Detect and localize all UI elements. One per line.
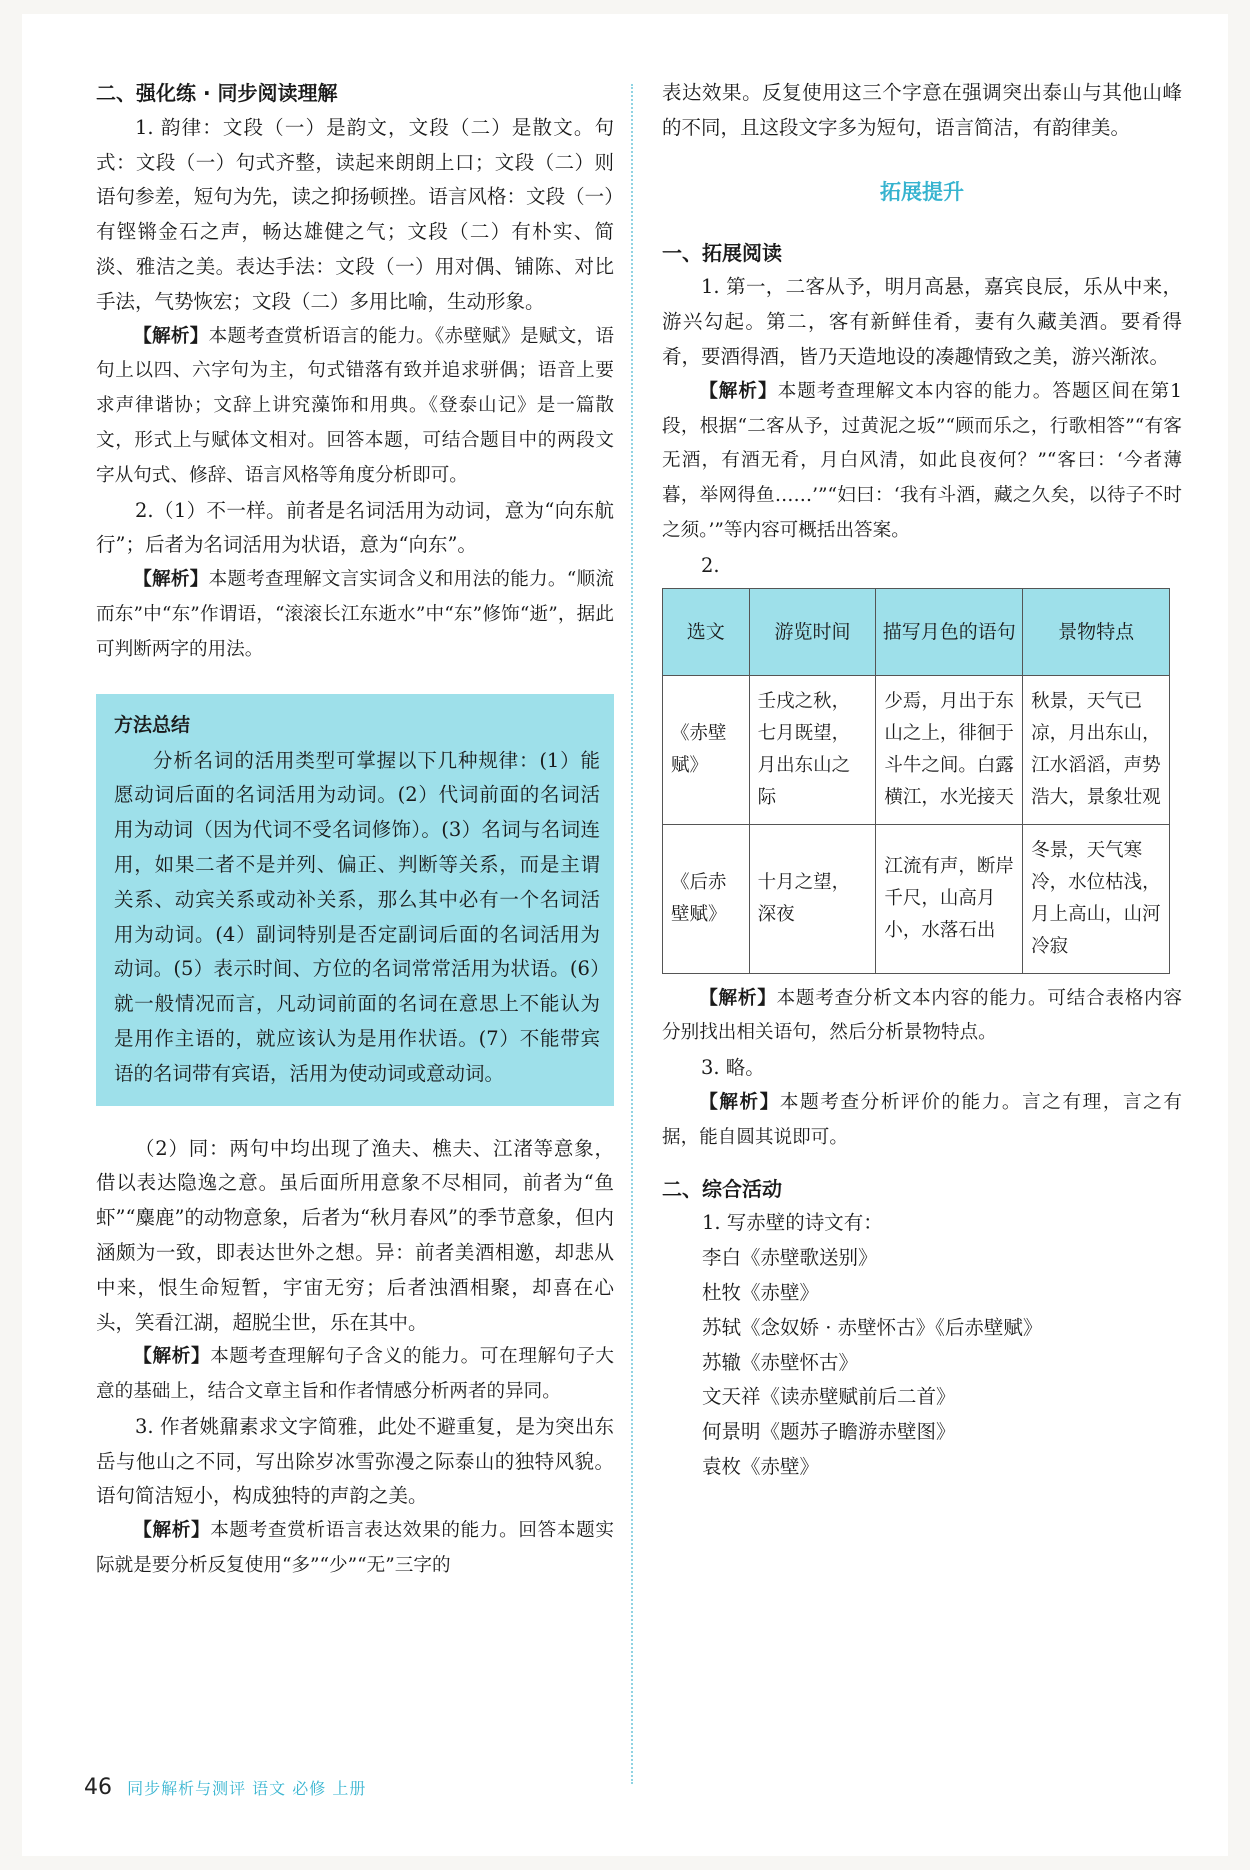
answer-ext-q2: 2. bbox=[701, 553, 720, 577]
table-header: 选文 bbox=[663, 588, 750, 675]
table-header: 景物特点 bbox=[1023, 588, 1170, 675]
analysis-text: 本题考查分析评价的能力。言之有理，言之有据，能自圆其说即可。 bbox=[662, 1091, 1182, 1148]
answer-q3: 3. 作者姚鼐素求文字简雅，此处不避重复，是为突出东岳与他山之不同，写出除岁冰雪弥漫之际泰山的独特风貌。语句简洁短小，构成独特的声韵之美。 bbox=[96, 1414, 614, 1508]
analysis-label: 【解析】 bbox=[133, 325, 209, 347]
answer-ext-q1: 1. 第一，二客从予，明月高悬，嘉宾良辰，乐从中来，游兴勾起。第二，客有新鲜佳肴，妻有久藏美酒。要肴得肴，要酒得酒，皆乃天造地设的凑趣情致之美，游兴渐浓。 bbox=[662, 275, 1182, 368]
method-summary-box bbox=[96, 694, 614, 1106]
table-cell: 壬戌之秋，七月既望，月出东山之际 bbox=[749, 675, 876, 824]
table-cell: 十月之望，深夜 bbox=[749, 824, 876, 973]
right-column bbox=[662, 76, 1182, 1485]
heading-comprehensive-activity: 二、综合活动 bbox=[662, 1176, 782, 1201]
list-item: 杜牧《赤壁》 bbox=[702, 1280, 820, 1304]
analysis-label: 【解析】 bbox=[699, 380, 778, 402]
analysis-q3 bbox=[96, 1514, 614, 1584]
analysis-text: 本题考查理解文言实词含义和用法的能力。“顺流而东”中“东”作谓语，“滚滚长江东逝水”中“东”修饰“逝”，据此可判断两字的用法。 bbox=[96, 569, 614, 660]
list-item: 文天祥《读赤壁赋前后二首》 bbox=[702, 1385, 956, 1409]
page-footer bbox=[84, 1775, 366, 1800]
analysis-text: 本题考查赏析语言表达效果的能力。回答本题实际就是要分析反复使用“多”“少”“无”三字的 bbox=[96, 1520, 614, 1577]
method-summary-title: 方法总结 bbox=[114, 713, 191, 736]
analysis-label: 【解析】 bbox=[699, 987, 777, 1009]
analysis-text: 本题考查分析文本内容的能力。可结合表格内容分别找出相关语句，然后分析景物特点。 bbox=[662, 987, 1182, 1044]
comparison-table bbox=[662, 588, 1170, 974]
analysis-label: 【解析】 bbox=[133, 1520, 211, 1542]
section-heading-reading: 二、强化练 · 同步阅读理解 bbox=[96, 81, 338, 105]
answer-q2: 2.（1）不一样。前者是名词活用为动词，意为“向东航行”；后者为名词活用为状语，意为“向东”。 bbox=[96, 498, 614, 557]
heading-extended-reading: 一、拓展阅读 bbox=[662, 240, 782, 265]
list-item: 李白《赤壁歌送别》 bbox=[702, 1246, 878, 1270]
answer-q2-part2: （2）同：两句中均出现了渔夫、樵夫、江渚等意象，借以表达隐逸之意。虽后面所用意象不尽相同，前者为“鱼虾”“麋鹿”的动物意象，后者为“秋月春风”的季节意象，但内涵颇为一致，即表达世外之想。异：前者美酒相邀，却悲从中来，恨生命短暂，宇宙无穷；后者浊酒相聚，却喜在心头，笑看江湖，超脱尘世，乐在其中。 bbox=[96, 1136, 614, 1334]
analysis-label: 【解析】 bbox=[133, 1346, 211, 1368]
analysis-label: 【解析】 bbox=[699, 1091, 780, 1113]
footer-book-title: 同步解析与测评 语文 必修 上册 bbox=[127, 1779, 367, 1798]
continued-text: 表达效果。反复使用这三个字意在强调突出泰山与其他山峰的不同，且这段文字多为短句，语言简洁，有韵律美。 bbox=[662, 81, 1182, 139]
analysis-ext-q2 bbox=[662, 982, 1182, 1052]
method-summary-text: 分析名词的活用类型可掌握以下几种规律：(1）能愿动词后面的名词活用为动词。(2）代词前面的名词活用为动词（因为代词不受名词修饰）。(3）名词与名词连用，如果二者不是并列、偏正、判断等关系，而是主谓关系、动宾关系或动补关系，那么其中必有一个名词活用为动词。(4）副词特别是否定副词后面的名词活用为动词。(5）表示时间、方位的名词常常活用为状语。(6）就一般情况而言，凡动词前面的名词在意思上不能认为是用作主语的，就应该认为是用作状语。(7）不能带宾语的名词带有宾语，活用为使动词或意动词。 bbox=[114, 748, 600, 1085]
analysis-text: 本题考查赏析语言的能力。《赤壁赋》是赋文，语句上以四、六字句为主，句式错落有致并追求骈偶；语音上要求声律谐协；文辞上讲究藻饰和用典。《登泰山记》是一篇散文，形式上与赋体文相对。回答本题，可结合题目中的两段文字从句式、修辞、语言风格等角度分析即可。 bbox=[96, 325, 614, 486]
analysis-label: 【解析】 bbox=[133, 569, 209, 591]
analysis-text: 本题考查理解句子含义的能力。可在理解句子大意的基础上，结合文章主旨和作者情感分析两者的异同。 bbox=[96, 1346, 614, 1403]
list-intro: 1. 写赤壁的诗文有： bbox=[702, 1211, 883, 1235]
table-cell: 《赤壁赋》 bbox=[663, 675, 750, 824]
poem-list bbox=[662, 1206, 1182, 1484]
table-cell: 江流有声，断岸千尺，山高月小，水落石出 bbox=[876, 824, 1023, 973]
table-header: 描写月色的语句 bbox=[876, 588, 1023, 675]
analysis-q1 bbox=[96, 320, 614, 494]
analysis-text: 本题考查理解文本内容的能力。答题区间在第1段，根据“二客从予，过黄泥之坂”“顾而乐之，行歌相答”“有客无酒，有酒无肴，月白风清，如此良夜何？”“客曰：‘今者薄暮，举网得鱼……’”“妇曰：‘我有斗酒，藏之久矣，以待子不时之须。’”等内容可概括出答案。 bbox=[662, 380, 1182, 541]
left-column bbox=[96, 76, 614, 1584]
page bbox=[22, 14, 1228, 1856]
list-item: 何景明《题苏子瞻游赤壁图》 bbox=[702, 1420, 956, 1444]
list-item: 苏轼《念奴娇 · 赤壁怀古》《后赤壁赋》 bbox=[702, 1315, 1043, 1339]
answer-q1: 1. 韵律：文段（一）是韵文，文段（二）是散文。句式：文段（一）句式齐整，读起来朗朗上口；文段（二）则语句参差，短句为先，读之抑扬顿挫。语言风格：文段（一）有铿锵金石之声，畅达雄健之气；文段（二）有朴实、简淡、雅洁之美。表达手法：文段（一）用对偶、铺陈、对比手法，气势恢宏；文段（二）多用比喻，生动形象。 bbox=[96, 115, 614, 313]
table-row bbox=[663, 675, 1170, 824]
table-header-row bbox=[663, 588, 1170, 675]
column-divider bbox=[631, 84, 633, 1784]
table-cell: 少焉，月出于东山之上，徘徊于斗牛之间。白露横江，水光接天 bbox=[876, 675, 1023, 824]
table-row bbox=[663, 824, 1170, 973]
list-item: 苏辙《赤壁怀古》 bbox=[702, 1350, 859, 1374]
analysis-q2-part2 bbox=[96, 1340, 614, 1410]
page-number: 46 bbox=[84, 1775, 112, 1800]
section-title-extension: 拓展提升 bbox=[880, 179, 964, 204]
answer-ext-q3: 3. 略。 bbox=[701, 1056, 765, 1080]
analysis-ext-q1 bbox=[662, 375, 1182, 549]
table-cell: 《后赤壁赋》 bbox=[663, 824, 750, 973]
analysis-q2 bbox=[96, 563, 614, 667]
table-cell: 冬景，天气寒冷，水位枯浅，月上高山，山河冷寂 bbox=[1023, 824, 1170, 973]
table-header: 游览时间 bbox=[749, 588, 876, 675]
table-cell: 秋景，天气已凉，月出东山，江水滔滔，声势浩大，景象壮观 bbox=[1023, 675, 1170, 824]
analysis-ext-q3 bbox=[662, 1086, 1182, 1156]
list-item: 袁枚《赤壁》 bbox=[702, 1454, 820, 1478]
